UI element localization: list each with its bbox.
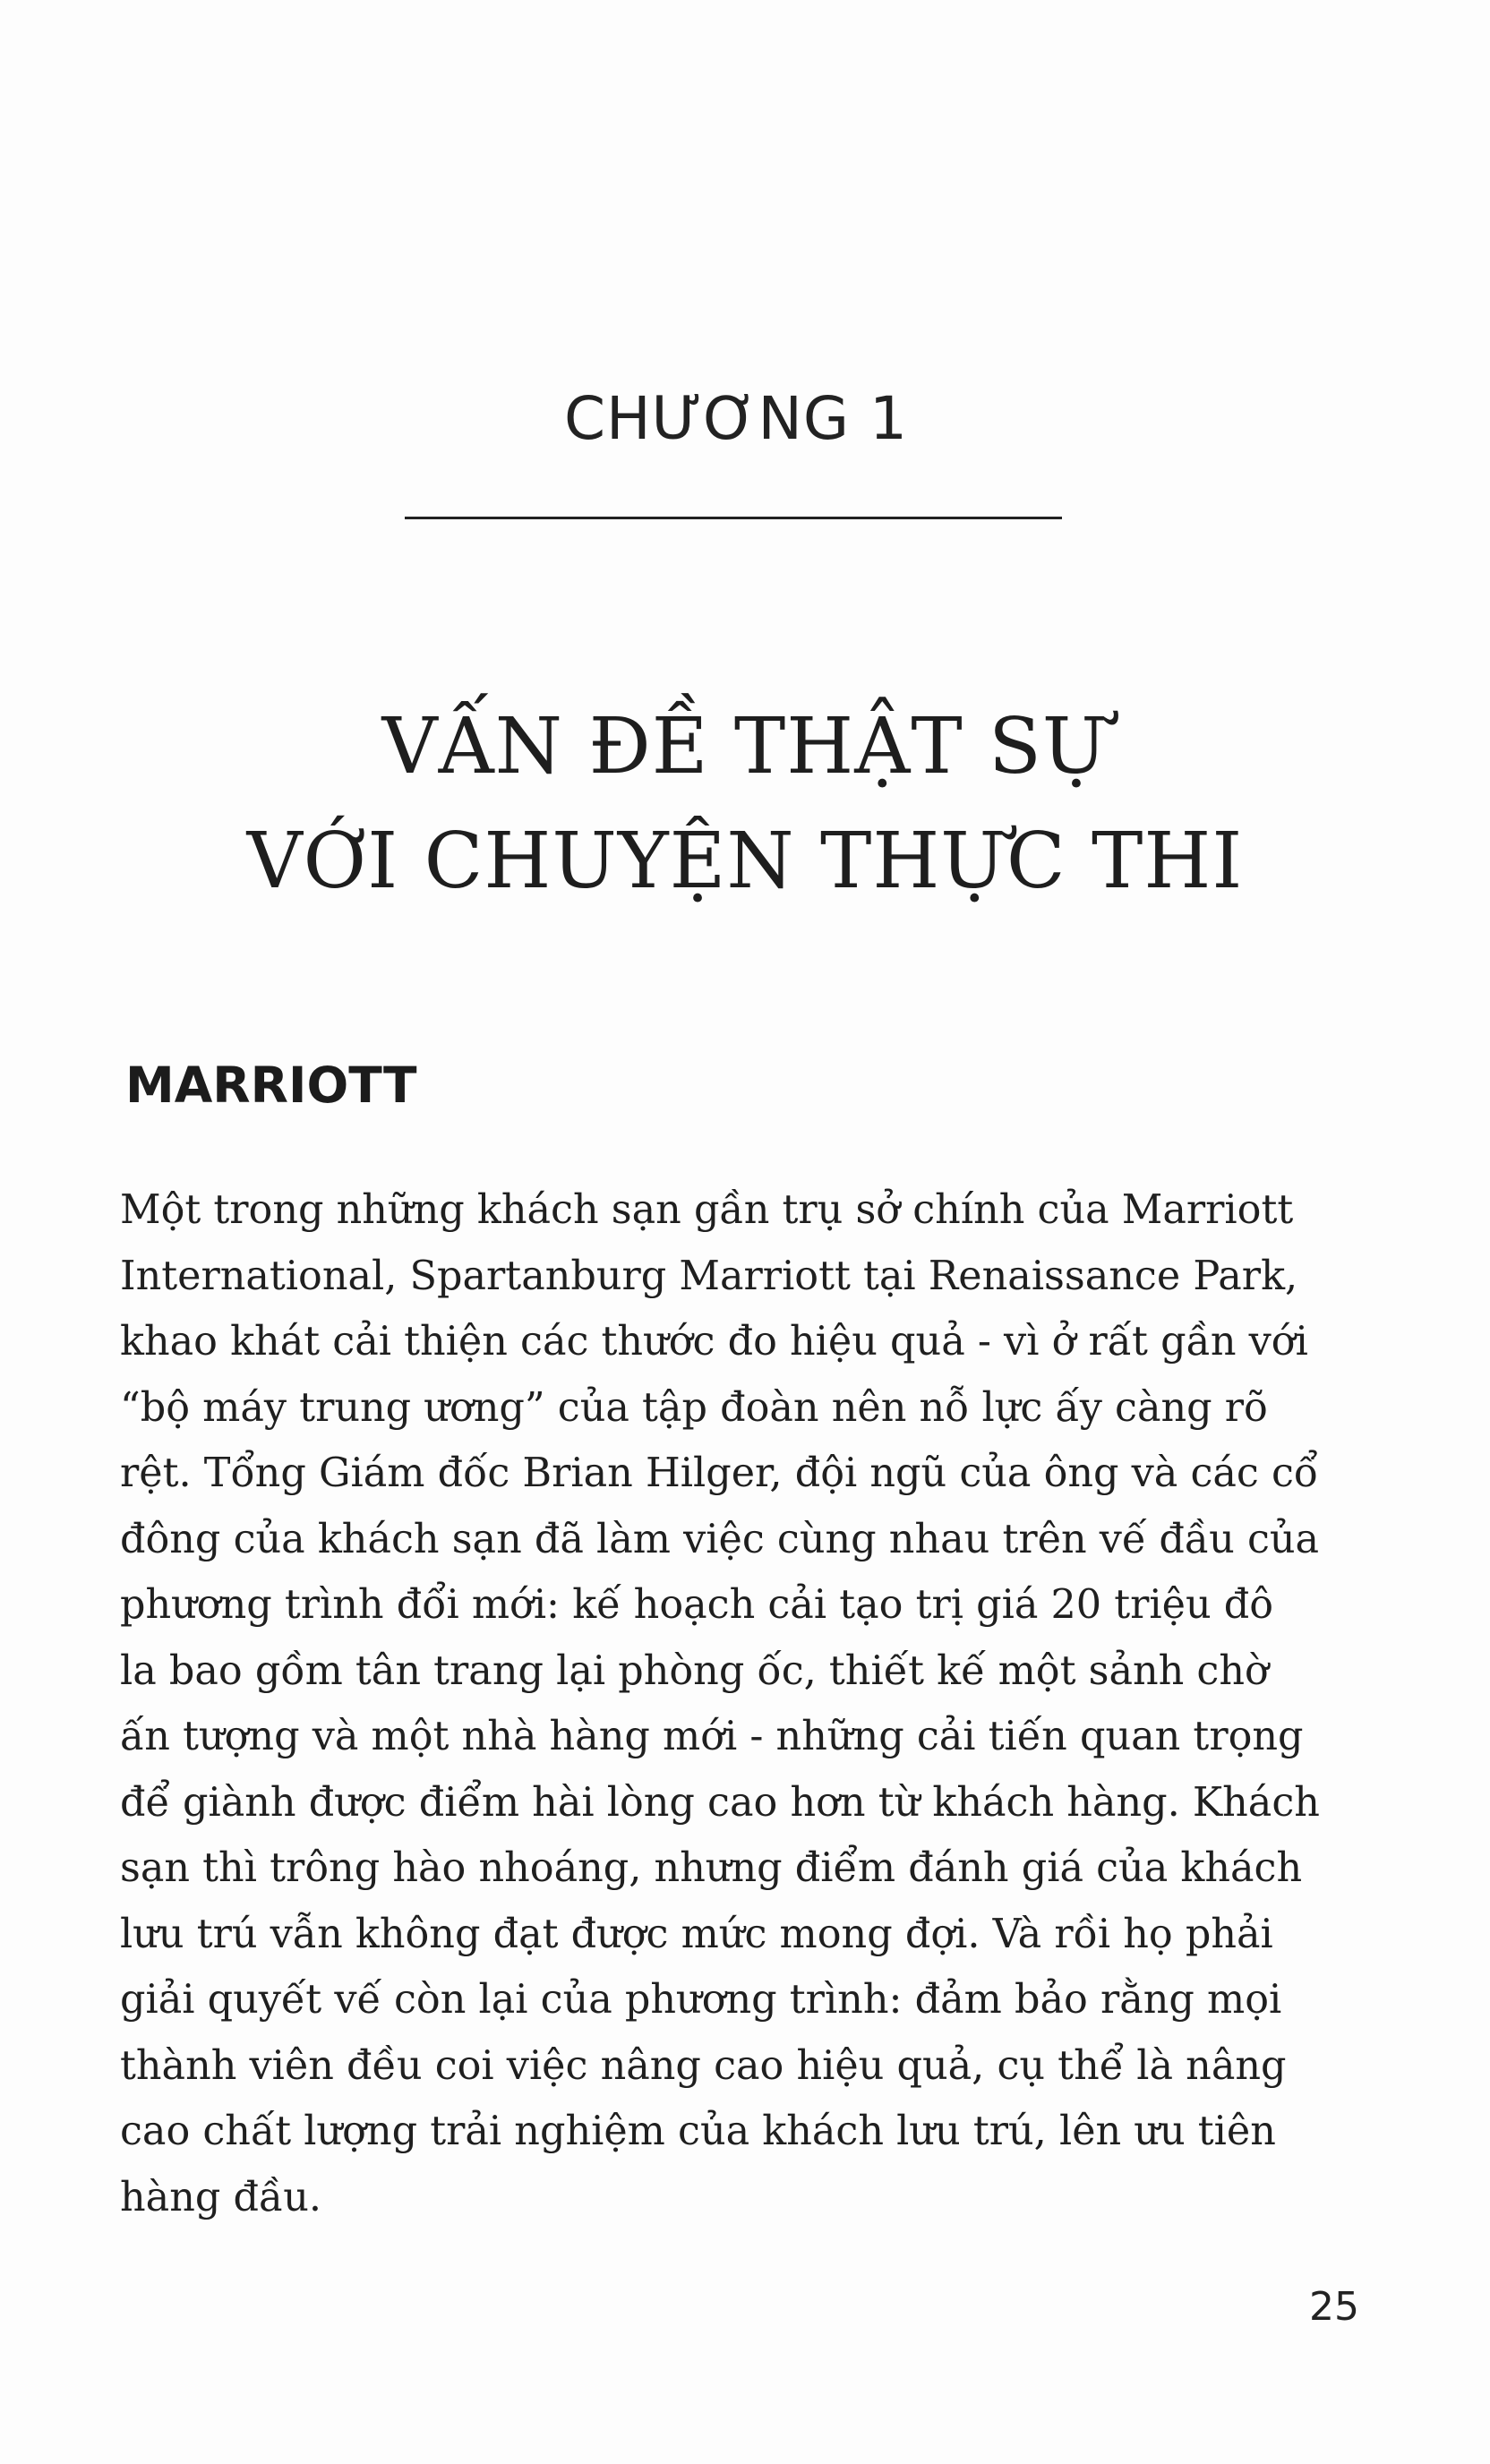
paragraph-line: phương trình đổi mới: kế hoạch cải tạo trị giá 20 triệu đô xyxy=(120,1582,1274,1628)
paragraph-line: lưu trú vẫn không đạt được mức mong đợi. Và rồi họ phải xyxy=(120,1911,1273,1957)
chapter-divider xyxy=(405,517,1062,519)
chapter-title-line: VỚI CHUYỆN THỰC THI xyxy=(246,817,1244,906)
paragraph-line: ấn tượng và một nhà hàng mới - những cải tiến quan trọng xyxy=(120,1714,1304,1759)
page-number: 25 xyxy=(1309,2284,1359,2330)
chapter-title xyxy=(0,689,1490,919)
paragraph-line: Một trong những khách sạn gần trụ sở chính của Marriott xyxy=(120,1187,1294,1233)
paragraph-line: để giành được điểm hài lòng cao hơn từ khách hàng. Khách xyxy=(120,1779,1320,1826)
paragraph-line: hàng đầu. xyxy=(120,2174,322,2220)
paragraph-line: sạn thì trông hào nhoáng, nhưng điểm đánh giá của khách xyxy=(120,1845,1303,1891)
body-paragraph xyxy=(120,1177,1365,2230)
paragraph-line: “bộ máy trung ương” của tập đoàn nên nỗ lực ấy càng rõ xyxy=(120,1384,1268,1431)
paragraph-line: đông của khách sạn đã làm việc cùng nhau trên vế đầu của xyxy=(120,1516,1320,1562)
paragraph-line: thành viên đều coi việc nâng cao hiệu quả, cụ thể là nâng xyxy=(120,2042,1287,2089)
section-heading: MARRIOTT xyxy=(125,1057,417,1114)
paragraph-line: la bao gồm tân trang lại phòng ốc, thiết kế một sảnh chờ xyxy=(120,1647,1269,1694)
paragraph-line: khao khát cải thiện các thước đo hiệu quả - vì ở rất gần với xyxy=(120,1319,1308,1365)
paragraph-line: International, Spartanburg Marriott tại Renaissance Park, xyxy=(120,1253,1298,1299)
paragraph-line: rệt. Tổng Giám đốc Brian Hilger, đội ngũ của ông và các cổ xyxy=(120,1450,1319,1496)
chapter-label: CHƯƠNG 1 xyxy=(563,384,909,453)
paragraph-line: cao chất lượng trải nghiệm của khách lưu trú, lên ưu tiên xyxy=(120,2109,1276,2154)
chapter-title-line: VẤN ĐỀ THẬT SỰ xyxy=(381,702,1109,791)
paragraph-line: giải quyết vế còn lại của phương trình: đảm bảo rằng mọi xyxy=(120,1977,1282,2023)
